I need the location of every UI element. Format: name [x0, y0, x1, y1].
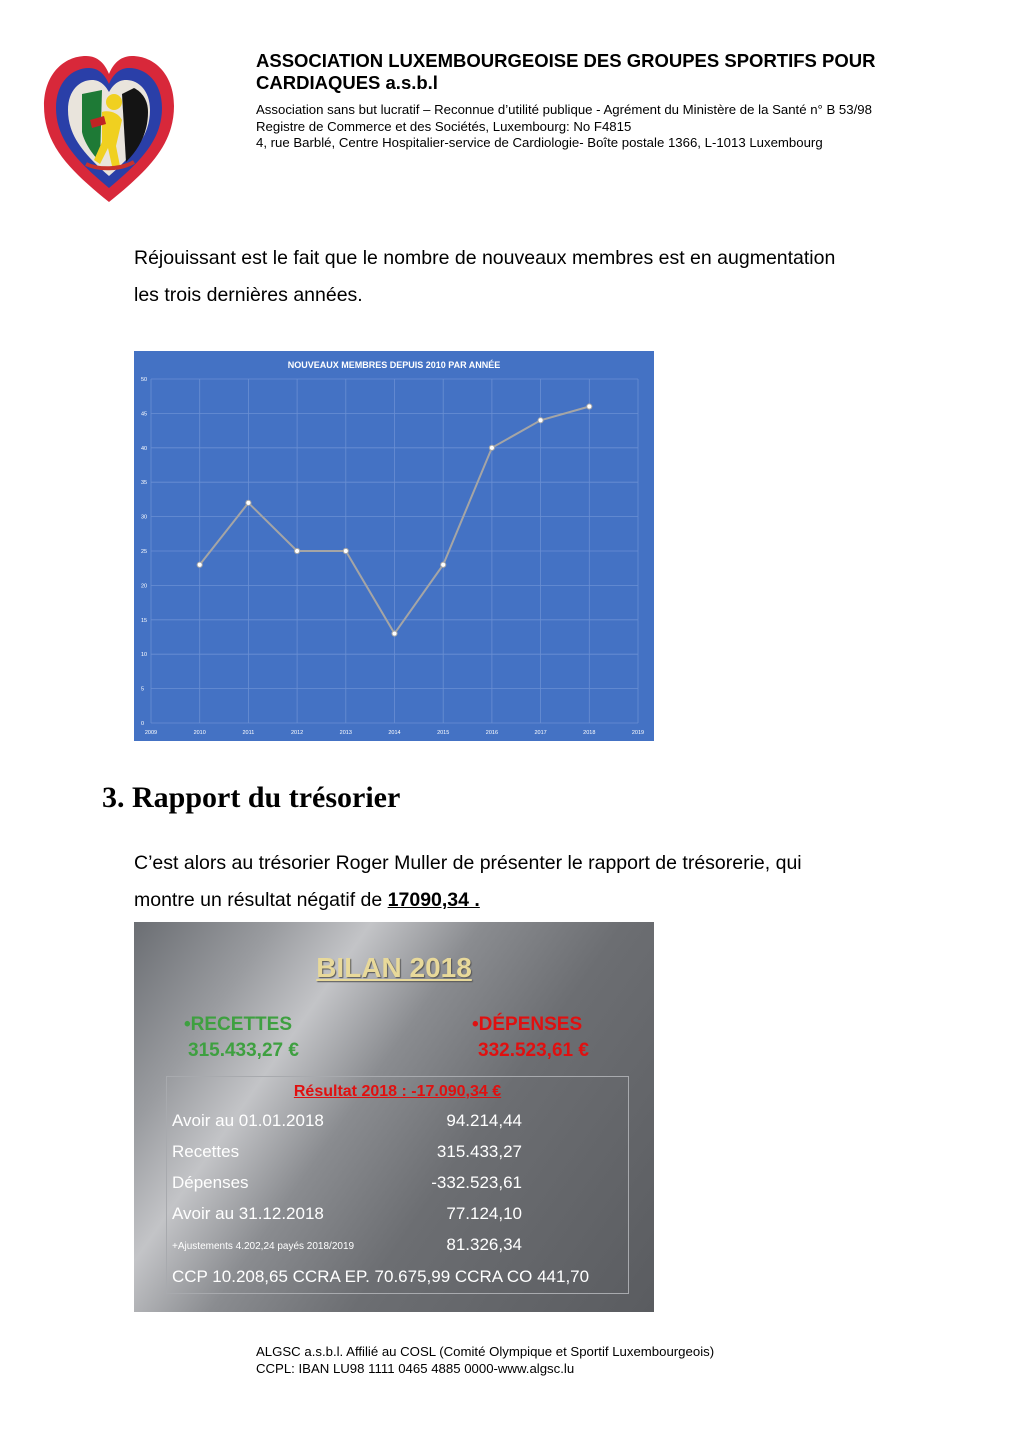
x-tick-label: 2014	[388, 730, 401, 736]
bilan-row	[172, 1204, 522, 1228]
x-tick-label: 2017	[534, 730, 547, 736]
bilan-row-amount: 315.433,27	[436, 1142, 522, 1161]
treasurer-line	[134, 882, 802, 919]
y-tick-label: 25	[141, 549, 148, 555]
bilan-row-label: Dépenses	[172, 1173, 249, 1192]
ccp-accounts-line: CCP 10.208,65 CCRA EP. 70.675,99 CCRA CO 441,70	[172, 1267, 590, 1286]
depenses-value: 332.523,61 €	[478, 1040, 589, 1061]
treasurer-line-prefix: montre un résultat négatif de	[134, 889, 388, 911]
chart-title: NOUVEAUX MEMBRES DEPUIS 2010 PAR ANNÉE	[287, 360, 501, 370]
y-tick-label: 30	[141, 514, 148, 521]
x-tick-label: 2013	[339, 730, 352, 736]
bilan-row-label: Avoir au 31.12.2018	[172, 1204, 324, 1223]
footer-line: CCPL: IBAN LU98 1111 0465 4885 0000-www.algsc.lu	[256, 1360, 575, 1376]
page-footer	[256, 1344, 714, 1377]
bilan-row	[172, 1235, 522, 1259]
bilan-row-amount: -332.523,61	[431, 1173, 522, 1192]
bilan-row	[172, 1142, 522, 1166]
y-tick-label: 40	[141, 445, 148, 452]
association-details	[256, 102, 872, 152]
footer-line: ALGSC a.s.b.l. Affilié au COSL (Comité Olympique et Sportif Luxembourgeois)	[256, 1344, 715, 1359]
data-point	[246, 500, 251, 505]
data-point	[343, 548, 348, 553]
recettes-label: •RECETTES	[184, 1014, 292, 1035]
data-point	[538, 418, 543, 423]
x-tick-label: 2016	[485, 730, 499, 736]
bilan-row	[172, 1111, 522, 1135]
bilan-row-amount: 77.124,10	[446, 1204, 522, 1223]
bilan-row-amount: 94.214,44	[446, 1111, 522, 1130]
bilan-slide	[134, 922, 654, 1312]
section-heading: 3. Rapport du trésorier	[102, 781, 401, 814]
data-point	[489, 445, 494, 450]
y-tick-label: 5	[141, 686, 145, 693]
bilan-table	[166, 1076, 629, 1294]
result-line: Résultat 2018 : -17.090,34 €	[293, 1083, 502, 1100]
bilan-row-amount: 81.326,34	[446, 1235, 522, 1254]
intro-line: les trois dernières années.	[134, 284, 363, 306]
bilan-row-label: Avoir au 01.01.2018	[172, 1111, 324, 1130]
data-point	[587, 404, 592, 409]
data-point	[295, 548, 300, 553]
y-tick-label: 10	[141, 652, 148, 659]
y-tick-label: 0	[141, 721, 145, 727]
data-point	[197, 562, 202, 567]
treasurer-paragraph	[134, 845, 802, 919]
association-detail-line: Association sans but lucratif – Reconnue d’utilité publique - Agrément du Ministère de la Santé n° B 53/98	[256, 102, 872, 117]
negative-result-value: 17090,34 .	[387, 889, 480, 911]
bilan-row-label: +Ajustements 4.202,24 payés 2018/2019	[172, 1241, 355, 1252]
bilan-row	[172, 1173, 522, 1197]
x-tick-label: 2012	[290, 730, 304, 736]
association-detail-line: 4, rue Barblé, Centre Hospitalier-service de Cardiologie- Boîte postale 1366, L-1013 Luxembourg	[256, 135, 823, 150]
x-tick-label: 2010	[193, 730, 206, 736]
data-point	[441, 562, 446, 567]
intro-paragraph	[134, 240, 835, 314]
new-members-chart	[134, 351, 654, 741]
treasurer-line: C’est alors au trésorier Roger Muller de présenter le rapport de trésorerie, qui	[134, 852, 802, 874]
y-tick-label: 15	[141, 617, 148, 624]
intro-line: Réjouissant est le fait que le nombre de nouveaux membres est en augmentation	[134, 247, 836, 269]
y-tick-label: 20	[141, 583, 148, 590]
recettes-value: 315.433,27 €	[188, 1040, 299, 1061]
bilan-title: BILAN 2018	[316, 952, 472, 983]
x-tick-label: 2019	[631, 730, 645, 736]
heart-logo-icon	[42, 54, 176, 204]
bilan-row-label: Recettes	[172, 1142, 240, 1161]
chart-svg	[134, 351, 654, 741]
depenses-label: •DÉPENSES	[472, 1014, 583, 1035]
data-point	[392, 631, 397, 636]
x-tick-label: 2011	[242, 730, 255, 736]
x-tick-label: 2009	[144, 730, 158, 736]
association-title: ASSOCIATION LUXEMBOURGEOISE DES GROUPES SPORTIFS POUR CARDIAQUES a.s.b.l	[256, 50, 876, 93]
x-tick-label: 2015	[437, 730, 450, 736]
x-tick-label: 2018	[583, 730, 596, 736]
association-detail-line: Registre de Commerce et des Sociétés, Luxembourg: No F4815	[256, 118, 632, 134]
y-tick-label: 35	[141, 480, 148, 487]
y-tick-label: 45	[141, 411, 148, 418]
y-tick-label: 50	[141, 377, 148, 383]
